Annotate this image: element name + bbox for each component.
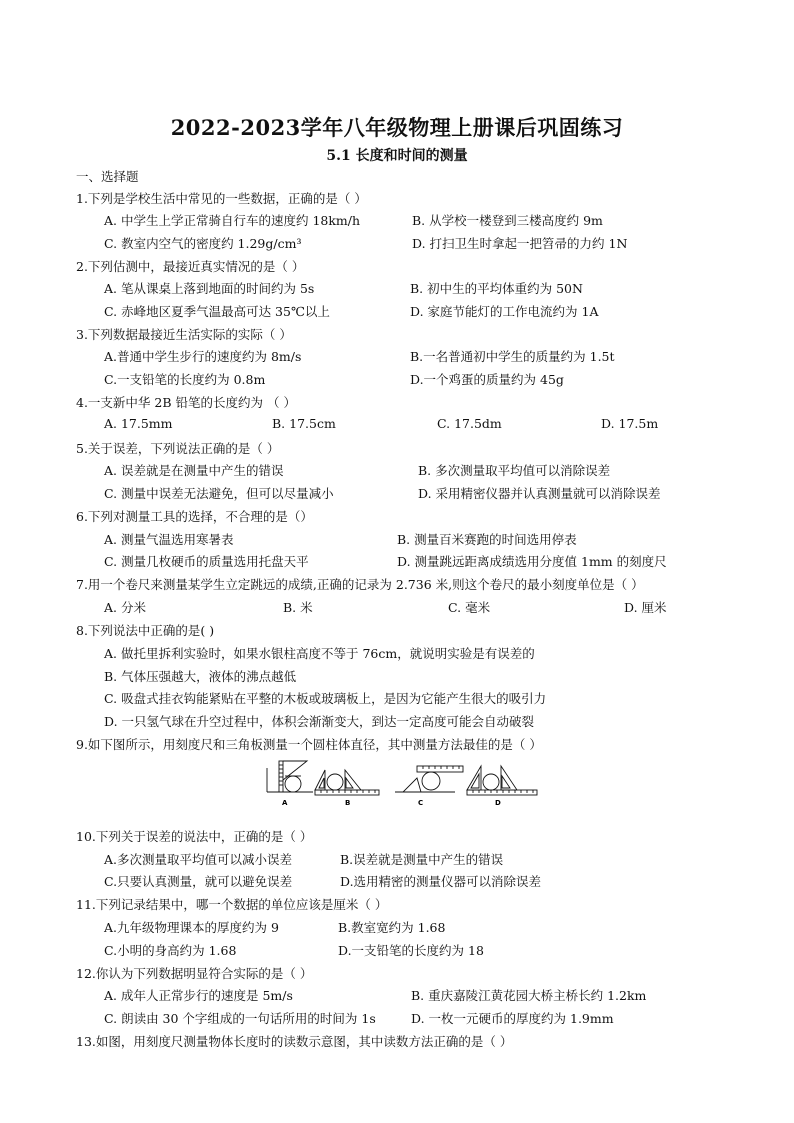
question-stem: 7.用一个卷尺来测量某学生立定跳远的成绩,正确的记录为 2.736 米,则这个卷尺的最小刻度单位是（ ）: [76, 577, 644, 592]
option-c: C. 毫米: [448, 600, 491, 615]
option-b: B. 重庆嘉陵江黄花园大桥主桥长约 1.2km: [411, 988, 647, 1003]
option-a: A.九年级物理课本的厚度约为 9: [104, 920, 279, 935]
option-d: D.一个鸡蛋的质量约为 45g: [410, 372, 564, 387]
question-stem: 10.下列关于误差的说法中，正确的是（ ）: [76, 829, 313, 844]
question-stem: 4.一支新中华 2B 铅笔的长度约为 （ ）: [76, 395, 296, 410]
option-d: D. 家庭节能灯的工作电流约为 1A: [410, 304, 599, 319]
question-stem: 2.下列估测中，最接近真实情况的是（ ）: [76, 259, 305, 274]
option-a: A. 误差就是在测量中产生的错误: [104, 463, 284, 478]
question-stem: 3.下列数据最接近生活实际的实际（ ）: [76, 327, 292, 342]
option-c: C. 17.5dm: [437, 416, 502, 431]
option-b: B. 测量百米赛跑的时间选用停表: [397, 532, 577, 547]
option-c: C. 测量中误差无法避免，但可以尽量减小: [104, 486, 334, 501]
option-c: C.只要认真测量，就可以避免误差: [104, 874, 293, 889]
question-stem: 1.下列是学校生活中常见的一些数据，正确的是（ ）: [76, 191, 367, 206]
option-b: B. 气体压强越大，液体的沸点越低: [104, 669, 297, 684]
option-c: C.小明的身高约为 1.68: [104, 943, 237, 958]
page-subtitle: 5.1 长度和时间的测量: [326, 148, 468, 164]
option-a: A. 笔从课桌上落到地面的时间约为 5s: [104, 281, 315, 296]
option-d: D.选用精密的测量仪器可以消除误差: [340, 874, 542, 889]
option-b: B.一名普通初中学生的质量约为 1.5t: [410, 349, 615, 364]
option-c: C. 赤峰地区夏季气温最高可达 35℃以上: [104, 304, 330, 319]
option-d: D. 一只氢气球在升空过程中，体积会渐渐变大，到达一定高度可能会自动破裂: [104, 714, 535, 729]
page-title: 2022-2023学年八年级物理上册课后巩固练习: [170, 115, 624, 140]
option-a: A. 分米: [104, 600, 146, 615]
option-b: B. 多次测量取平均值可以消除误差: [418, 463, 611, 478]
question-stem: 8.下列说法中正确的是( ): [76, 623, 215, 638]
option-c: C. 教室内空气的密度约 1.29g/cm³: [104, 236, 302, 251]
option-d: D. 打扫卫生时拿起一把笤帚的力约 1N: [412, 236, 628, 251]
option-b: B. 从学校一楼登到三楼高度约 9m: [412, 213, 603, 228]
measurement-figure: [255, 758, 555, 810]
option-a: A. 成年人正常步行的速度是 5m/s: [104, 988, 293, 1003]
option-d: D. 17.5m: [601, 416, 659, 431]
option-a: A.普通中学生步行的速度约为 8m/s: [104, 349, 302, 364]
option-b: B. 初中生的平均体重约为 50N: [410, 281, 583, 296]
question-stem: 6.下列对测量工具的选择，不合理的是（）: [76, 509, 313, 524]
question-stem: 12.你认为下列数据明显符合实际的是（ ）: [76, 966, 313, 981]
option-d: D. 测量跳远距离成绩选用分度值 1mm 的刻度尺: [397, 554, 667, 569]
option-a: A.多次测量取平均值可以减小误差: [104, 852, 293, 867]
question-stem: 11.下列记录结果中，哪一个数据的单位应该是厘米（ ）: [76, 897, 388, 912]
option-a: A. 中学生上学正常骑自行车的速度约 18km/h: [104, 213, 361, 228]
option-d: D.一支铅笔的长度约为 18: [338, 943, 484, 958]
figure-label-c: C: [418, 799, 424, 807]
figure-c: [395, 766, 463, 792]
question-stem: 9.如下图所示，用刻度尺和三角板测量一个圆柱体直径，其中测量方法最佳的是（ ）: [76, 737, 542, 752]
option-c: C. 朗读由 30 个字组成的一句话所用的时间为 1s: [104, 1011, 376, 1026]
option-b: B. 米: [283, 600, 313, 615]
option-a: A. 做托里拆利实验时，如果水银柱高度不等于 76cm，就说明实验是有误差的: [104, 646, 535, 661]
option-b: B.误差就是测量中产生的错误: [340, 852, 504, 867]
option-a: A. 测量气温选用寒暑表: [104, 532, 234, 547]
question-stem: 13.如图，用刻度尺测量物体长度时的读数示意图，其中读数方法正确的是（ ）: [76, 1034, 513, 1049]
option-c: C.一支铅笔的长度约为 0.8m: [104, 372, 266, 387]
figure-a: [267, 761, 313, 792]
option-d: D. 采用精密仪器并认真测量就可以消除误差: [418, 486, 661, 501]
option-c: C. 测量几枚硬币的质量选用托盘天平: [104, 554, 309, 569]
section-heading: 一、选择题: [76, 169, 139, 184]
option-b: B.教室宽约为 1.68: [338, 920, 446, 935]
figure-label-b: B: [345, 799, 351, 807]
figure-label-d: D: [495, 799, 501, 807]
option-d: D. 一枚一元硬币的厚度约为 1.9mm: [411, 1011, 614, 1026]
figure-b: [315, 770, 379, 795]
option-c: C. 吸盘式挂衣钩能紧贴在平整的木板或玻璃板上，是因为它能产生很大的吸引力: [104, 691, 547, 706]
figure-d: [467, 766, 537, 795]
option-d: D. 厘米: [624, 600, 667, 615]
question-stem: 5.关于误差，下列说法正确的是（ ）: [76, 441, 280, 456]
option-a: A. 17.5mm: [104, 416, 173, 431]
option-b: B. 17.5cm: [272, 416, 336, 431]
figure-label-a: A: [282, 799, 288, 807]
